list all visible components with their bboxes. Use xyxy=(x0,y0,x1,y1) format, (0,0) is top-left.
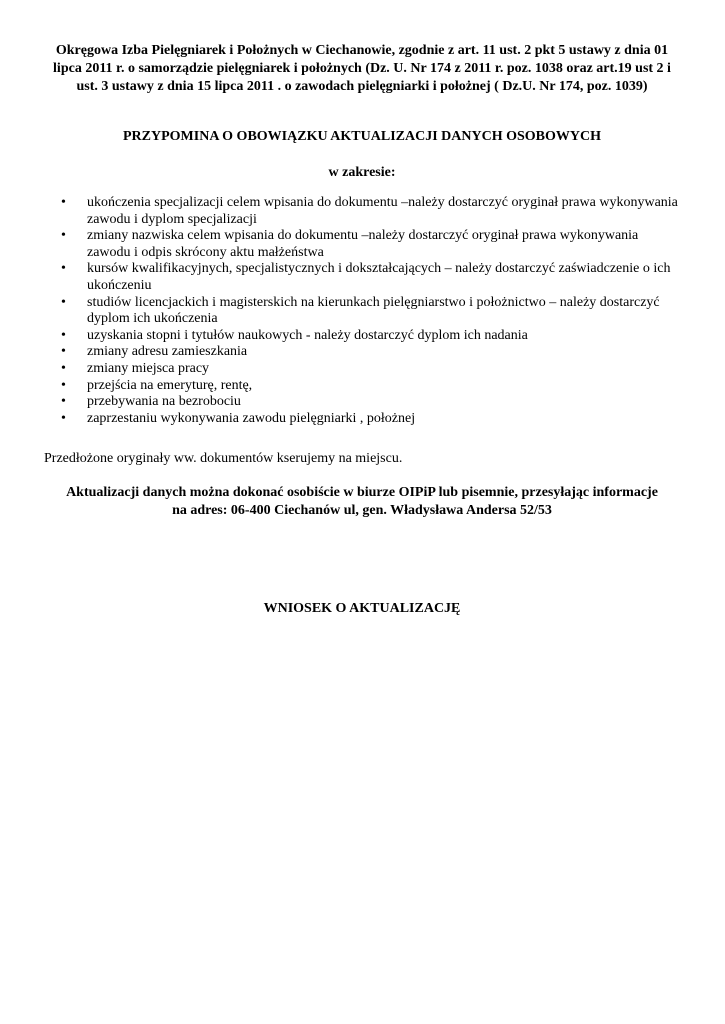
list-item-text: ukończenia specjalizacji celem wpisania do dokumentu –należy dostarczyć oryginał prawa wykonywania zawodu i dyplom specjalizacji xyxy=(87,195,678,227)
list-item-text: zmiany miejsca pracy xyxy=(87,360,210,376)
list-item xyxy=(44,361,684,378)
list-item xyxy=(44,344,684,361)
intro-paragraph: Okręgowa Izba Pielęgniarek i Położnych w Ciechanowie, zgodnie z art. 11 ust. 2 pkt 5 ustawy z dnia 01 lipca 2011 r. o samorządzie pielęgniarek i położnych (Dz. U. Nr 174 z 2011 r. poz. 1038 oraz art.19 ust 2 i ust. 3 ustawy z dnia 15 lipca 2011 . o zawodach pielęgniarki i położnej ( Dz.U. Nr 174, poz. 1039) xyxy=(53,43,671,94)
list-item-text: kursów kwalifikacyjnych, specjalistycznych i dokształcających – należy dostarczyć zaświadczenie o ich ukończeniu xyxy=(87,261,671,293)
address-line-2: na adres: 06-400 Ciechanów ul, gen. Władysława Andersa 52/53 xyxy=(172,503,552,518)
list-item-text: zmiany adresu zamieszkania xyxy=(87,344,248,360)
bullet-icon: • xyxy=(61,195,66,210)
bullet-icon: • xyxy=(61,228,66,244)
list-item xyxy=(44,195,684,228)
address-block xyxy=(44,484,680,520)
bullet-icon: • xyxy=(61,327,66,343)
address-line-1: Aktualizacji danych można dokonać osobiście w biurze OIPiP lub pisemnie, przesyłając informacje xyxy=(66,485,658,500)
list-item xyxy=(44,378,684,395)
list-item xyxy=(44,295,684,328)
scope-heading: w zakresie: xyxy=(328,165,396,180)
bullet-icon: • xyxy=(61,261,66,277)
list-item-text: zaprzestaniu wykonywania zawodu pielęgniarki , położnej xyxy=(87,410,416,426)
bullet-icon: • xyxy=(61,377,66,393)
list-item xyxy=(44,411,684,428)
list-item xyxy=(44,261,684,294)
request-title: WNIOSEK O AKTUALIZACJĘ xyxy=(263,601,461,616)
bullet-icon: • xyxy=(61,410,66,426)
reminder-heading: PRZYPOMINA O OBOWIĄZKU AKTUALIZACJI DANYCH OSOBOWYCH xyxy=(123,129,601,144)
scope-list xyxy=(44,195,684,427)
bullet-icon: • xyxy=(61,360,66,376)
copy-note: Przedłożone oryginały ww. dokumentów kserujemy na miejscu. xyxy=(44,451,403,466)
list-item-text: zmiany nazwiska celem wpisania do dokumentu –należy dostarczyć oryginał prawa wykonywania zawodu i odpis skrócony aktu małżeństwa xyxy=(87,228,639,260)
list-item-text: przejścia na emeryturę, rentę, xyxy=(87,377,253,393)
list-item xyxy=(44,228,684,261)
bullet-icon: • xyxy=(61,294,66,310)
list-item-text: przebywania na bezrobociu xyxy=(87,394,241,410)
list-item-text: studiów licencjackich i magisterskich na kierunkach pielęgniarstwo i położnictwo – należy dostarczyć dyplom ich ukończenia xyxy=(87,294,660,327)
list-item-text: uzyskania stopni i tytułów naukowych - należy dostarczyć dyplom ich nadania xyxy=(87,327,528,343)
bullet-icon: • xyxy=(61,344,66,360)
list-item xyxy=(44,328,684,345)
list-item xyxy=(44,394,684,411)
bullet-icon: • xyxy=(61,394,66,410)
